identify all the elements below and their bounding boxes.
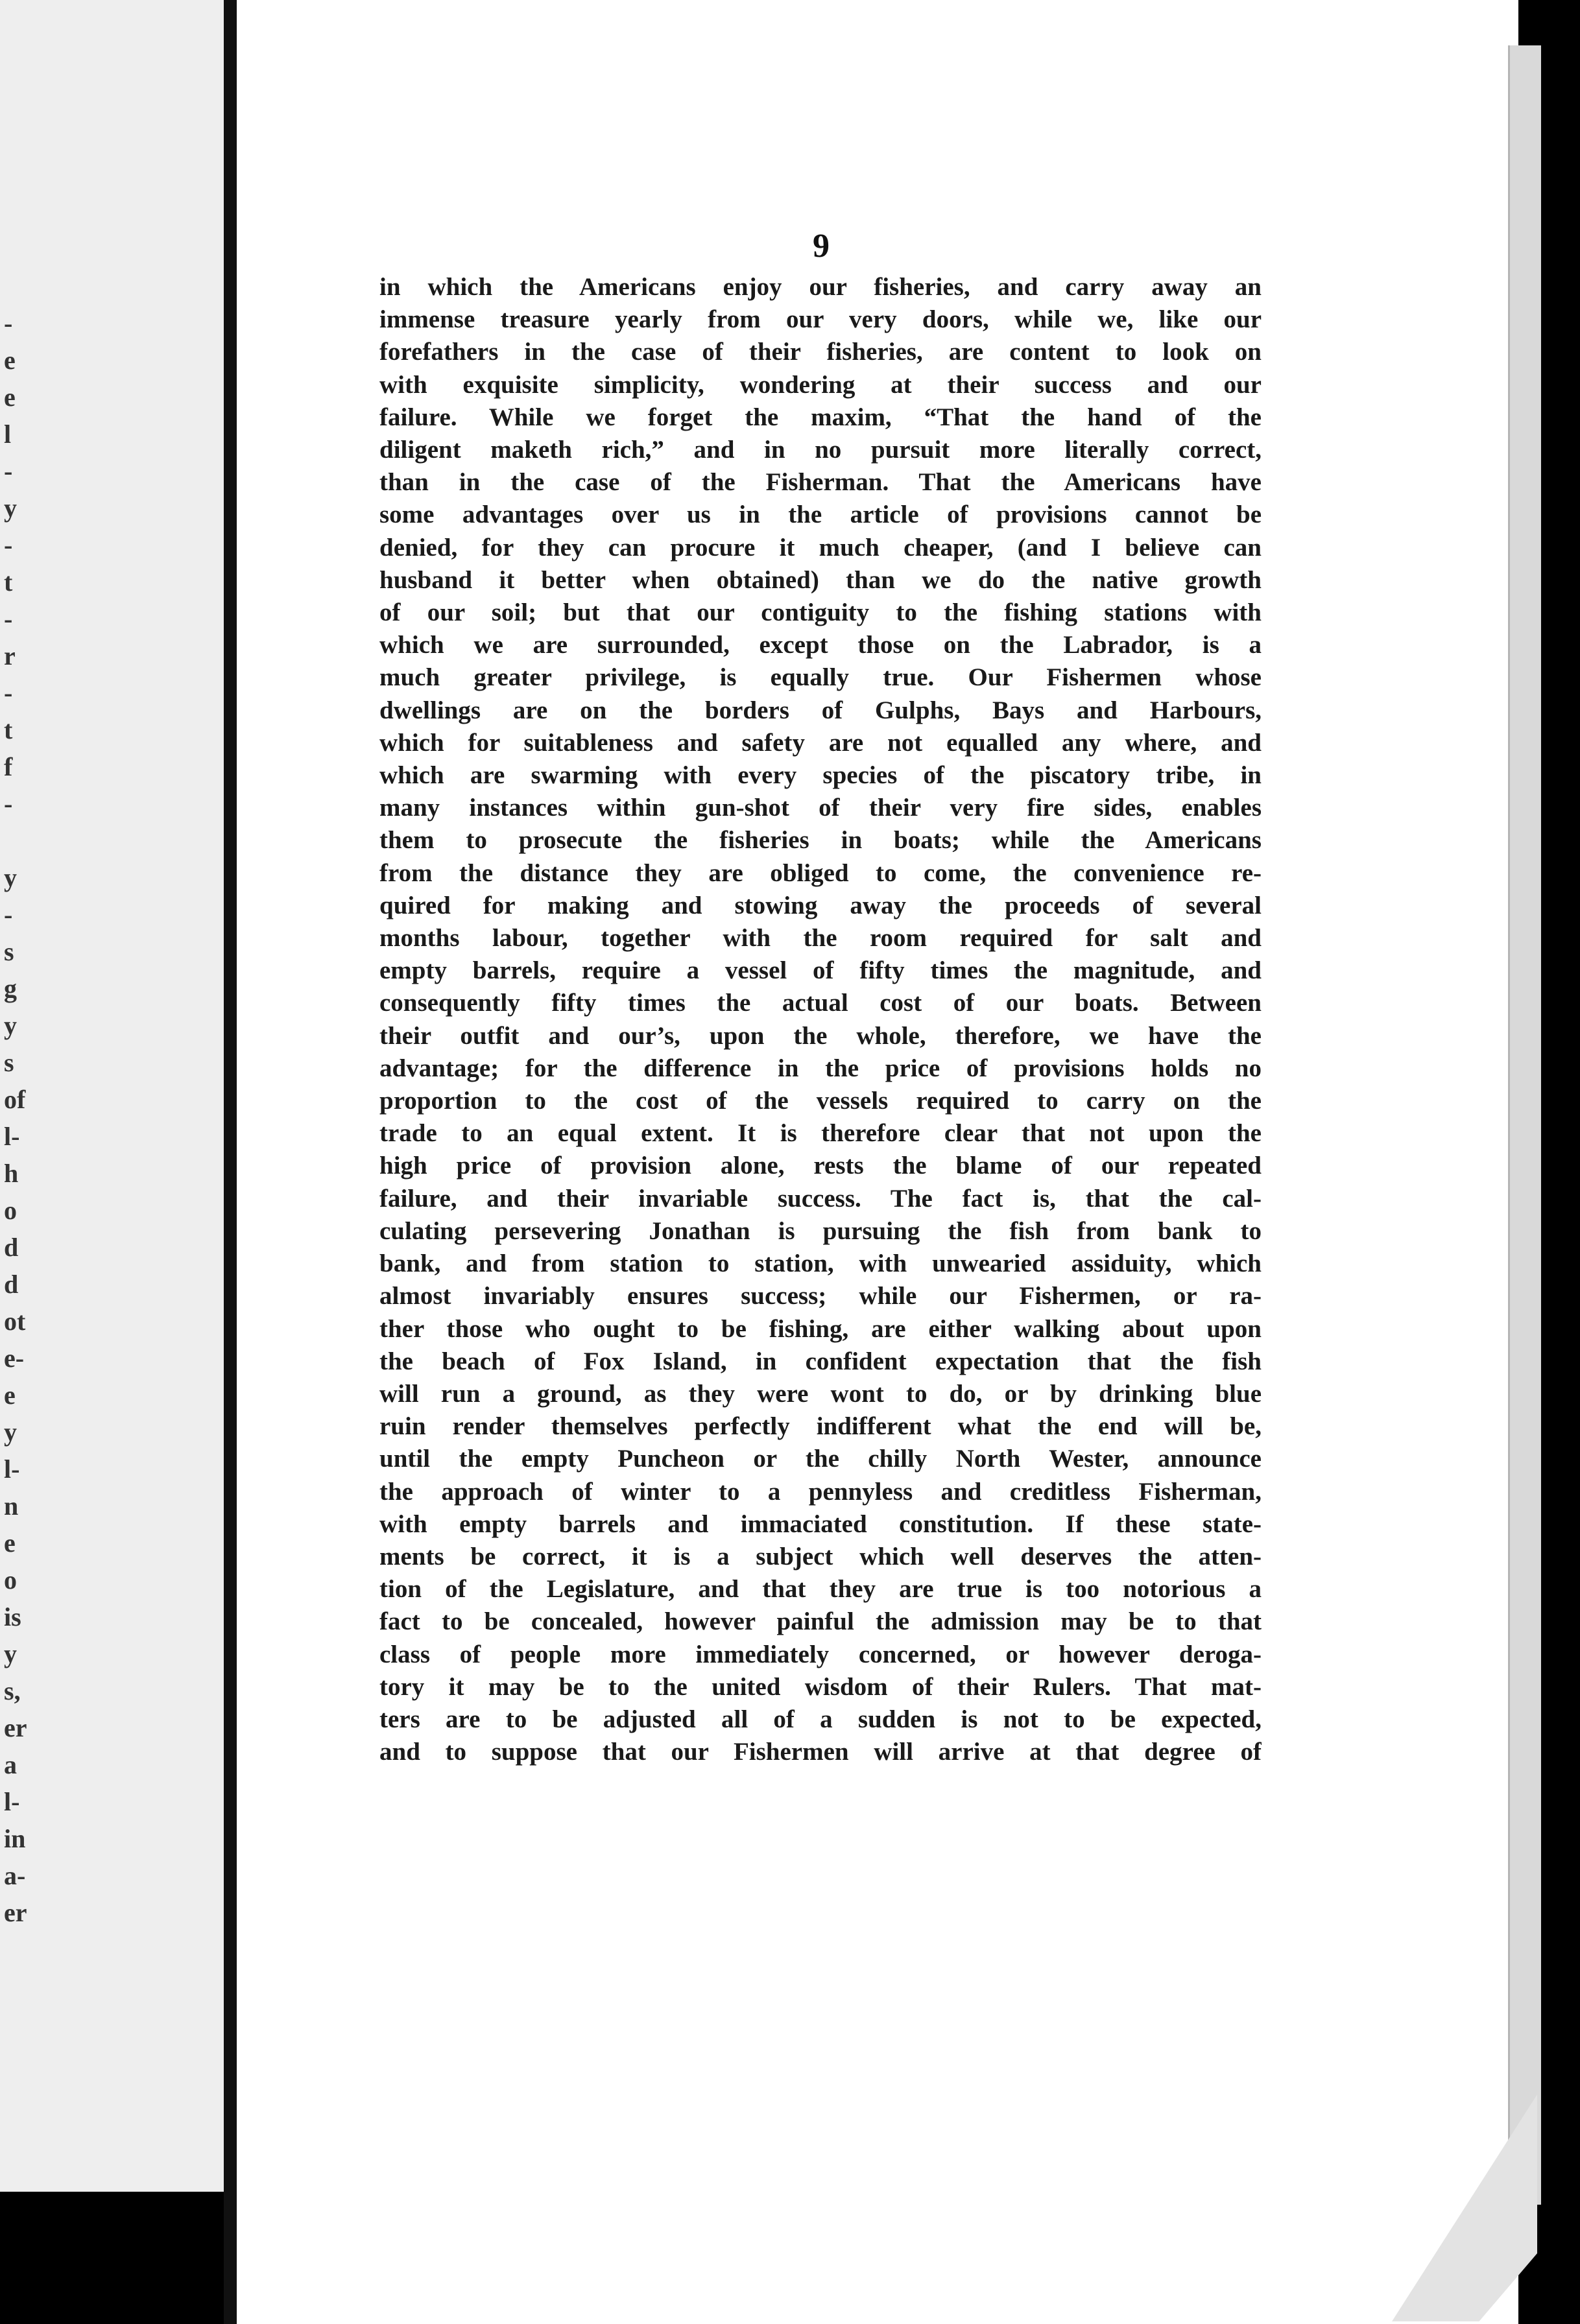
text-line: tion of the Legislature, and that they are true is too notorious a bbox=[379, 1575, 1262, 1604]
text-line: ters are to be adjusted all of a sudden is not to be expected, bbox=[379, 1705, 1262, 1733]
text-line: them to prosecute the fisheries in boats; while the Americans bbox=[379, 826, 1262, 855]
text-line: with empty barrels and immaciated constitution. If these state- bbox=[379, 1510, 1262, 1538]
margin-fragment: t bbox=[4, 567, 13, 597]
text-line: bank, and from station to station, with unwearied assiduity, which bbox=[379, 1250, 1262, 1278]
facing-page-text-fragments bbox=[4, 305, 43, 1931]
text-line: denied, for they can procure it much cheaper, (and I believe can bbox=[379, 533, 1262, 562]
margin-fragment: - bbox=[4, 309, 13, 338]
margin-fragment: - bbox=[4, 789, 13, 818]
text-line: many instances within gun-shot of their very fire sides, enables bbox=[379, 794, 1262, 822]
margin-fragment: y bbox=[4, 1011, 17, 1040]
text-line: empty barrels, require a vessel of fifty times the magnitude, and bbox=[379, 956, 1262, 985]
text-line: will run a ground, as they were wont to do, or by drinking blue bbox=[379, 1379, 1262, 1408]
text-line: consequently fifty times the actual cost of our boats. Between bbox=[379, 989, 1262, 1017]
text-line: proportion to the cost of the vessels required to carry on the bbox=[379, 1087, 1262, 1115]
text-line: and to suppose that our Fishermen will arrive at that degree of bbox=[379, 1738, 1262, 1766]
margin-fragment: ot bbox=[4, 1307, 26, 1336]
text-line: husband it better when obtained) than we do the native growth bbox=[379, 565, 1262, 594]
text-line: ruin render themselves perfectly indifferent what the end will be, bbox=[379, 1412, 1262, 1441]
margin-fragment: s, bbox=[4, 1676, 21, 1705]
text-line: ther those who ought to be fishing, are either walking about upon bbox=[379, 1314, 1262, 1343]
text-line: until the empty Puncheon or the chilly North Wester, announce bbox=[379, 1445, 1262, 1473]
margin-fragment: e bbox=[4, 1528, 16, 1558]
text-line: ments be correct, it is a subject which well deserves the atten- bbox=[379, 1542, 1262, 1571]
margin-fragment: is bbox=[4, 1602, 21, 1631]
margin-fragment: in bbox=[4, 1824, 26, 1853]
margin-fragment: y bbox=[4, 1639, 17, 1668]
text-line: from the distance they are obliged to come, the convenience re- bbox=[379, 859, 1262, 887]
text-line: the beach of Fox Island, in confident expectation that the fish bbox=[379, 1347, 1262, 1375]
margin-fragment: l- bbox=[4, 1787, 20, 1816]
margin-fragment: er bbox=[4, 1713, 27, 1742]
margin-fragment: g bbox=[4, 974, 17, 1003]
margin-fragment: s bbox=[4, 937, 14, 966]
text-line: some advantages over us in the article of provisions cannot be bbox=[379, 501, 1262, 529]
margin-fragment: d bbox=[4, 1233, 19, 1262]
margin-fragment: y bbox=[4, 493, 17, 523]
margin-fragment: er bbox=[4, 1898, 27, 1927]
text-line: in which the Americans enjoy our fisheries, and carry away an bbox=[379, 273, 1262, 301]
text-line: class of people more immediately concerned, or however deroga- bbox=[379, 1640, 1262, 1668]
margin-fragment: t bbox=[4, 715, 13, 744]
margin-fragment: a bbox=[4, 1750, 17, 1779]
text-line: high price of provision alone, rests the blame of our repeated bbox=[379, 1152, 1262, 1180]
text-line: months labour, together with the room required for salt and bbox=[379, 924, 1262, 953]
text-line: culating persevering Jonathan is pursuing the fish from bank to bbox=[379, 1216, 1262, 1245]
text-line: much greater privilege, is equally true. Our Fishermen whose bbox=[379, 663, 1262, 692]
margin-fragment: - bbox=[4, 456, 13, 486]
text-line: which we are surrounded, except those on the Labrador, is a bbox=[379, 631, 1262, 659]
margin-fragment: d bbox=[4, 1270, 19, 1299]
margin-fragment: of bbox=[4, 1085, 26, 1114]
text-line: forefathers in the case of their fisheries, are content to look on bbox=[379, 338, 1262, 366]
text-line: with exquisite simplicity, wondering at their success and our bbox=[379, 370, 1262, 399]
margin-fragment bbox=[4, 822, 43, 859]
text-line: their outfit and our’s, upon the whole, therefore, we have the bbox=[379, 1021, 1262, 1050]
margin-fragment: h bbox=[4, 1159, 19, 1188]
book-gutter bbox=[224, 0, 237, 2324]
text-line: failure, and their invariable success. The fact is, that the cal- bbox=[379, 1184, 1262, 1213]
margin-fragment: y bbox=[4, 1417, 17, 1447]
margin-fragment: y bbox=[4, 863, 17, 892]
margin-fragment: - bbox=[4, 604, 13, 634]
margin-fragment: a- bbox=[4, 1861, 26, 1890]
page-edge bbox=[1508, 45, 1541, 2205]
margin-fragment: e- bbox=[4, 1344, 25, 1373]
text-line: tory it may be to the united wisdom of their Rulers. That mat- bbox=[379, 1672, 1262, 1701]
margin-fragment: f bbox=[4, 752, 13, 781]
margin-fragment: n bbox=[4, 1491, 19, 1521]
margin-fragment: l- bbox=[4, 1122, 20, 1151]
page-number: 9 bbox=[813, 228, 830, 265]
text-line: which for suitableness and safety are not equalled any where, and bbox=[379, 728, 1262, 757]
margin-fragment: r bbox=[4, 641, 16, 670]
text-line: quired for making and stowing away the proceeds of several bbox=[379, 891, 1262, 919]
text-line: almost invariably ensures success; while our Fishermen, or ra- bbox=[379, 1282, 1262, 1310]
body-text bbox=[379, 271, 1262, 1768]
text-line: of our soil; but that our contiguity to the fishing stations with bbox=[379, 599, 1262, 627]
text-line: failure. While we forget the maxim, “That the hand of the bbox=[379, 403, 1262, 431]
margin-fragment: e bbox=[4, 1381, 16, 1410]
margin-fragment: e bbox=[4, 346, 16, 375]
margin-fragment: s bbox=[4, 1048, 14, 1077]
text-line: the approach of winter to a pennyless and creditless Fisherman, bbox=[379, 1477, 1262, 1506]
margin-fragment: o bbox=[4, 1565, 17, 1595]
margin-fragment: l bbox=[4, 420, 12, 449]
margin-fragment: - bbox=[4, 678, 13, 707]
text-line: trade to an equal extent. It is therefore clear that not upon the bbox=[379, 1119, 1262, 1148]
margin-fragment: l- bbox=[4, 1454, 20, 1484]
facing-page bbox=[0, 0, 228, 2192]
margin-fragment: e bbox=[4, 383, 16, 412]
text-line: immense treasure yearly from our very doors, while we, like our bbox=[379, 305, 1262, 334]
text-line: advantage; for the difference in the price of provisions holds no bbox=[379, 1054, 1262, 1082]
text-line: which are swarming with every species of the piscatory tribe, in bbox=[379, 761, 1262, 790]
margin-fragment: - bbox=[4, 900, 13, 929]
margin-fragment: - bbox=[4, 530, 13, 560]
text-line: than in the case of the Fisherman. That the Americans have bbox=[379, 468, 1262, 497]
text-line: fact to be concealed, however painful the admission may be to that bbox=[379, 1607, 1262, 1636]
margin-fragment: o bbox=[4, 1196, 17, 1225]
text-line: dwellings are on the borders of Gulphs, Bays and Harbours, bbox=[379, 696, 1262, 724]
text-line: diligent maketh rich,” and in no pursuit more literally correct, bbox=[379, 436, 1262, 464]
